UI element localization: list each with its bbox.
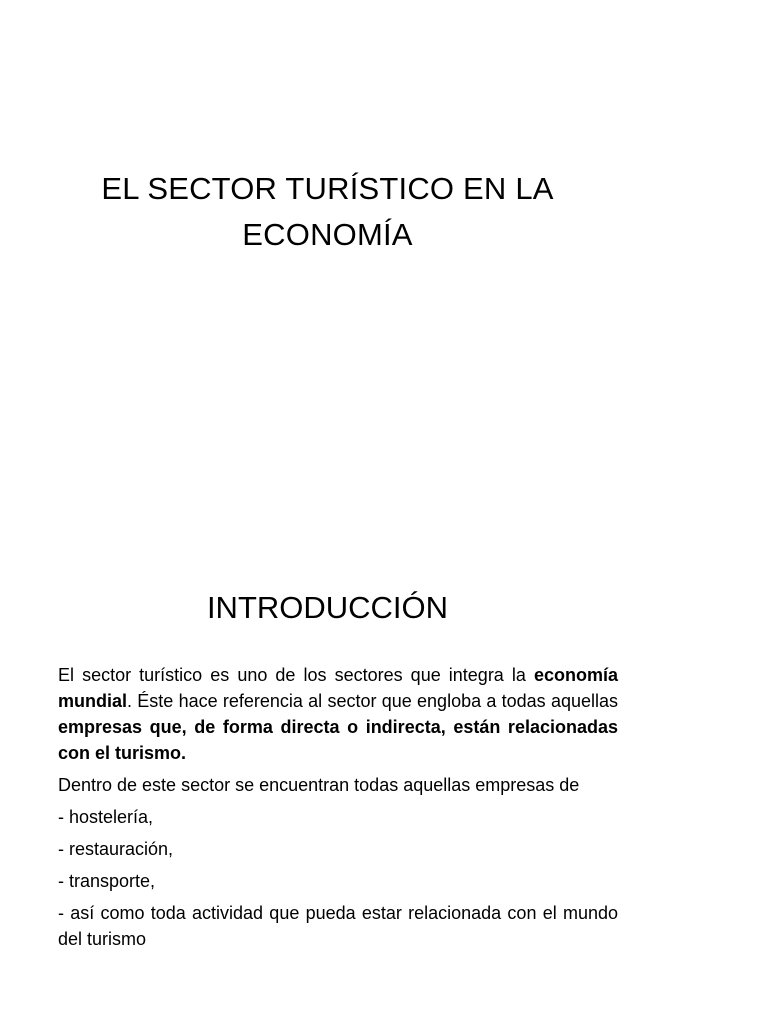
body-text [58,662,618,958]
list-item-restauracion: - restauración, [58,839,174,859]
paragraph-intro-bold-2: empresas que, de forma directa o indirecta, están relacionadas con el turismo. [58,717,618,763]
title-line-1: EL SECTOR TURÍSTICO EN LA [101,171,554,206]
paragraph-intro [58,662,618,766]
paragraph-sector: Dentro de este sector se encuentran todas aquellas empresas de [58,775,580,795]
list-item-hosteleria: - hostelería, [58,807,154,827]
paragraph-intro-text-2: . Éste hace referencia al sector que engloba a todas aquellas [127,691,618,711]
section-heading-introduccion: INTRODUCCIÓN [206,590,449,625]
list-item-actividad: - así como toda actividad que pueda estar relacionada con el mundo del turismo [58,903,618,949]
document-title [60,166,595,258]
list-item-transporte: - transporte, [58,871,156,891]
paragraph-intro-text-1: El sector turístico es uno de los sectores que integra la [58,665,534,685]
title-line-2: ECONOMÍA [242,217,413,252]
paragraph-intro-bold-1: economía mundial [58,665,618,711]
